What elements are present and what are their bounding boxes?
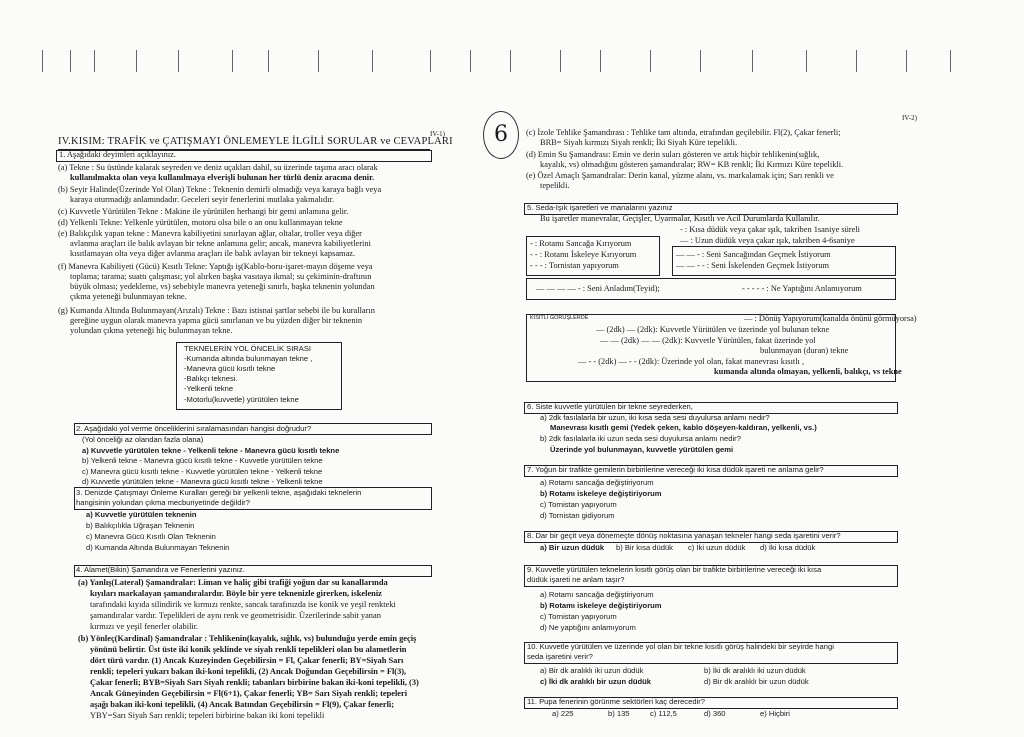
q2-option-d: d) Kuvvetle yürütülen tekne - Manevra gücü kısıtlı tekne - Yelkenli tekne [82, 477, 323, 486]
page-number-left: IV-1) [430, 130, 445, 138]
restricted-line: kumanda altında olmayan, yelkenli, balıkçı, vs tekne [714, 367, 902, 376]
q9-question-2: düdük işareti ne anlam taşır? [527, 575, 625, 584]
binding-marks [0, 50, 1024, 80]
q10-question-2: seda işaretini verir? [527, 652, 593, 661]
q8-option-c: c) İki uzun düdük [688, 543, 746, 552]
def-b-1: (b) Seyir Halinde(Üzerinde Yol Olan) Tekne : Teknenin demirli olmadığı veya karaya bağlı veya [58, 185, 382, 194]
q7-option-a: a) Rotamı sancağa değiştiriyorum [540, 478, 654, 487]
def-e-1: (e) Balıkçılık yapan tekne : Manevra kabiliyetini sınırlayan ağlar, oltalar, troller veya diğer [58, 229, 362, 238]
q2-question: 2. Aşağıdaki yol verme önceliklerini sıralamasından hangisi doğrudur? [76, 424, 312, 433]
def-b-2: karaya oturmadığı anlamındadır. Geceleri seyir fenerlerini mutlaka yakmalıdır. [70, 195, 334, 204]
signal-left: - - : Rotamı İskeleye Kırıyorum [530, 250, 637, 259]
q5-question: 5. Seda-Işık işaretleri ve manalarını yazınız [527, 203, 673, 212]
q6b-question: b) 2dk fasılalarla iki uzun seda sesi duyulursa anlamı nedir? [540, 434, 741, 443]
restricted-line: — : Dönüş Yapıyorum(kanalda önünü görmüyorsa) [744, 314, 917, 323]
q3-question-2: hangisinin yolundan çıkma mecburiyetinde değildir? [76, 498, 250, 507]
q10-option-b: b) İki dk aralıklı iki uzun düdük [704, 666, 806, 675]
q11-option-d: d) 360 [704, 709, 726, 718]
q7-question: 7. Yoğun bir trafikte gemilerin birbirilerine vereceği iki kısa düdük işareti ne anlama gelir? [527, 465, 824, 474]
q10-option-c: c) İki dk aralıklı bir uzun düdük [540, 677, 651, 686]
priority-title: TEKNELERİN YOL ÖNCELİK SIRASI [184, 344, 312, 353]
q6-question: 6. Siste kuvvetle yürütülen bir tekne seyrederken, [527, 402, 693, 411]
circled-number: 6 [494, 122, 508, 147]
def-f-1: (f) Manevra Kabiliyeti (Gücü) Kısıtlı Tekne: Yaptığı iş(Kablo-boru-işaret-mayın döşeme veya [58, 262, 373, 271]
q8-option-b: b) Bir kısa düdük [616, 543, 673, 552]
page-number-right: IV-2) [902, 114, 917, 122]
q11-option-b: b) 135 [608, 709, 630, 718]
q8-option-a: a) Bir uzun düdük [540, 543, 605, 552]
q10-option-a: a) Bir dk aralıklı iki uzun düdük [540, 666, 644, 675]
q5-intro: Bu işaretler manevralar, Geçişler, Uyarmalar, Kısıtlı ve Acil Durumlarda Kullanılır. [540, 214, 820, 223]
q3-option-a: a) Kuvvetle yürütülen teknenin [86, 510, 197, 519]
priority-item: -Yelkenli tekne [184, 384, 234, 393]
restricted-label: KISITLI GÖRÜŞLERDE [530, 315, 589, 321]
def-e-2: avlanma araçları ile balık avlayan bir tekne anlamına gelir; ancak, manevra kabiliyetlerini [70, 239, 371, 248]
q2-option-c: c) Manevra gücü kısıtlı tekne - Kuvvetle yürütülen tekne - Yelkenli tekne [82, 467, 323, 476]
q4-question: 4. Alamet(Bikin) Şamandıra ve Fenerlerini yazınız. [76, 565, 245, 574]
q10-question-1: 10. Kuvvetle yürütülen ve üzerinde yol olan bir tekne kısıtlı görüş halindeki bir seyirde hangi [527, 642, 834, 651]
q11-question: 11. Pupa fenerinin görünme sektörleri kaç derecedir? [527, 697, 705, 706]
def-g-2: gereğine uygun olarak manevra yapma gücü sınırlanan ve bu yüzden diğer bir teknenin [70, 316, 363, 325]
def-d-line: kayalık, vs) olmadığını gösteren şamandıralar; RW= KB renkli; İki Kırmızı Küre tepelikli. [540, 160, 844, 169]
q6b-answer: Üzerinde yol bulunmayan, kuvvetle yürütülen gemi [550, 445, 734, 454]
priority-item: -Motorlu(kuvvetle) yürütülen tekne [184, 395, 299, 404]
signal-bottom: - - - - - : Ne Yaptığını Anlamıyorum [742, 284, 862, 293]
q4b-line: dört türü vardır. (1) Ancak Kuzeyinden Geçebilirsin = Fl, Çakar fenerli; BY=Siyah Sarı [90, 656, 404, 665]
def-c-line: BRB= Siyah kırmızı Siyah renkli; İki Siyah Küre tepelikli. [540, 138, 738, 147]
def-e-line: (e) Özel Amaçlı Şamandralar: Derin kanal, yüzme alanı, vs. markalamak için; Sarı renkli ve [526, 171, 834, 180]
q2-option-a: a) Kuvvetle yürütülen tekne - Yelkenli tekne - Manevra gücü kısıtlı tekne [82, 446, 340, 455]
signal-left: - - - : Tornistan yapıyorum [530, 261, 619, 270]
def-a-2: kullanılmakta olan veya kullanılmaya elverişli bulunan her türlü deniz aracına denir. [70, 173, 375, 182]
section-title: IV.KISIM: TRAFİK ve ÇATIŞMAYI ÖNLEMEYLE İLGİLİ SORULAR ve CEVAPLARI [58, 136, 453, 147]
q4a-line: (a) Yanlış(Lateral) Şamandralar: Liman ve haliç gibi trafiği yoğun dar su kanallarında [78, 578, 388, 587]
restricted-line: — - - (2dk) — - - (2dk): Üzerinde yol olan, fakat manevrası kısıtlı , [578, 357, 805, 366]
def-g-1: (g) Kumanda Altında Bulunmayan(Arızalı) Tekne : Bazı istisnai şartlar sebebi ile bu kuralların [58, 306, 375, 315]
restricted-line: bulunmayan (duran) tekne [760, 346, 849, 355]
def-g-3: yolundan çıkma yeteneği hiç bulunmayan tekne. [70, 326, 233, 335]
q7-option-d: d) Tornistan gidiyorum [540, 511, 615, 520]
q10-option-d: d) Bir dk aralıklı bir uzun düdük [704, 677, 809, 686]
q5-note-short: - : Kısa düdük veya çakar ışık, takriben 1saniye süreli [680, 225, 861, 234]
def-f-3: büyük olması; yedekleme, vs) sebebiyle manevra yeteneği sınırlı, başka teknenin yolundan [70, 282, 375, 291]
def-e-line: tepelikli. [540, 181, 570, 190]
signal-right: — — - : Seni Sancağından Geçmek İstiyorum [676, 250, 831, 259]
q9-option-c: c) Tornistan yapıyorum [540, 612, 617, 621]
q7-option-b: b) Rotamı iskeleye değiştiriyorum [540, 489, 662, 498]
q3-option-d: d) Kumanda Altında Bulunmayan Teknenin [86, 543, 230, 552]
def-e-3: kısıtlamayan olta veya diğer avlanma araçları ile balık avlayan bir tekneyi kapsamaz. [70, 249, 356, 258]
def-d: (d) Yelkenli Tekne: Yelkenle yürütülen, motoru olsa bile o an onu kullanmayan tekne [58, 218, 343, 227]
circled-page-mark [483, 111, 519, 159]
q1-question: 1. Aşağıdaki deyimleri açıklayınız. [59, 150, 176, 159]
q9-question-1: 9. Kuvvetle yürütülen teknelerin kısıtlı görüş olan bir trafikte birbirilerine vereceği iki kısa [527, 565, 822, 574]
q4a-line: tarafındaki kıyıda silindirik ve kırmızı renkte, sancak tarafınızda ise konik ve yeşil renkteki [90, 600, 396, 609]
q11-option-c: c) 112,5 [650, 709, 677, 718]
q3-option-b: b) Balıkçılıkla Uğraşan Teknenin [86, 521, 195, 530]
q4b-line: YBY=Sarı Siyah Sarı renkli; tepeleri birbirine bakan iki koni tepelikli [90, 711, 325, 720]
q5-note-long: — : Uzun düdük veya çakar ışık, takriben 4-6saniye [680, 236, 855, 245]
q4b-line: Çakar fenerli; BYB=Siyah Sarı Siyah renkli; tabanları birbirine bakan iki-koni tepelikli, (3) [90, 678, 419, 687]
q4a-line: kıyıları markalayan şamandıralardır. Böyle bir yere teknenizle girerken, iskeleniz [90, 589, 382, 598]
q8-option-d: d) İki kısa düdük [760, 543, 816, 552]
priority-item: -Manevra gücü kısıtlı tekne [184, 364, 276, 373]
signal-bottom: — — — — - : Seni Anladım(Teyid); [536, 284, 660, 293]
def-c-line: (c) İzole Tehlike Şamandırası : Tehlike tam altında, etrafından geçilebilir. Fl(2), Çakar fenerli; [526, 128, 841, 137]
q11-option-a: a) 225 [552, 709, 574, 718]
def-f-4: çıkma yeteneği bulunmayan tekne. [70, 292, 187, 301]
def-c: (c) Kuvvetle Yürütülen Tekne : Makine ile yürütülen herhangi bir gemi anlamına gelir. [58, 207, 349, 216]
def-d-line: (d) Emin Su Şamandrası: Emin ve derin suları gösteren ve artık hiçbir tehlikenin(sığlık, [526, 150, 820, 159]
restricted-line: — — (2dk) — — (2dk): Kuvvetle Yürütülen, fakat üzerinde yol [600, 336, 816, 345]
q9-option-b: b) Rotamı iskeleye değiştiriyorum [540, 601, 662, 610]
q3-question-1: 3. Denizde Çatışmayı Önleme Kuralları gereği bir yelkenli tekne, aşağıdaki teknelerin [76, 488, 362, 497]
q4a-line: kırmızı ve yeşil fenerler olabilir. [90, 622, 199, 631]
q11-option-e: e) Hiçbiri [760, 709, 790, 718]
q2-note: (Yol önceliği az olandan fazla olana) [82, 435, 204, 444]
q4b-line: Ancak Güneyinden Geçebilirsin = Fl(6+1), Çakar fenerli; YB= Sarı Siyah renkli; tepeleri [90, 689, 408, 698]
q4b-line: renkli; tepeleri yukarı bakan iki-koni tepelikli, (2) Ancak Doğundan Geçebilirsin = Fl(3), [90, 667, 407, 676]
q2-option-b: b) Yelkenli tekne - Manevra gücü kısıtlı tekne - Kuvvetle yürütülen tekne [82, 456, 323, 465]
q7-option-c: c) Tornistan yapıyorum [540, 500, 617, 509]
q6a-answer: Manevrası kısıtlı gemi (Yedek çeken, kablo döşeyen-kaldıran, yelkenli, vs.) [550, 423, 817, 432]
q6a-question: a) 2dk fasılalarla bir uzun, iki kısa seda sesi duyulursa anlamı nedir? [540, 413, 770, 422]
priority-item: -Balıkçı teknesi. [184, 374, 238, 383]
q9-option-d: d) Ne yaptığını anlamıyorum [540, 623, 636, 632]
q3-option-c: c) Manevra Gücü Kısıtlı Olan Teknenin [86, 532, 216, 541]
def-a-1: (a) Tekne : Su üstünde kalarak seyreden ve deniz uçakları dahil, su üzerinde taşıma aracı olarak [58, 163, 378, 172]
q8-question: 8. Dar bir geçit veya dönemeçte dönüş noktasına yanaşan tekneler hangi seda işaretini verir? [527, 531, 841, 540]
q9-option-a: a) Rotamı sancağa değiştiriyorum [540, 590, 654, 599]
q4a-line: şamandıralar vardır. Tepelikleri de aynı renk ve geometrisidir. Üzerilerinde sabit yanan [90, 611, 381, 620]
signal-right: — — - - : Seni İskelenden Geçmek İstiyorum [676, 261, 830, 270]
q4b-line: (b) Yönleç(Kardinal) Şamandralar : Tehlikenin(kayalık, sığlık, vs) bulunduğu yerde emin geçiş [78, 634, 417, 643]
q4b-line: yönünü belirtir. Üst üste iki konik şeklinde ve siyah renkli tepelikleri olan bu alametlerin [90, 645, 407, 654]
restricted-line: — (2dk) — (2dk): Kuvvetle Yürütülen ve üzerinde yol bulunan tekne [596, 325, 830, 334]
q4b-line: aşağı bakan iki-koni tepelikli, (4) Ancak Batından Geçebilirsin = Fl(9), Çakar fenerli; [90, 700, 395, 709]
def-f-2: toplama; tarama; suattı çalışması; yol alırken başka vasıtaya ikmal; su çekiminin-draftının [70, 272, 372, 281]
priority-item: -Kumanda altında bulunmayan tekne , [184, 354, 313, 363]
signal-left: - : Rotamı Sancağa Kırıyorum [530, 239, 632, 248]
